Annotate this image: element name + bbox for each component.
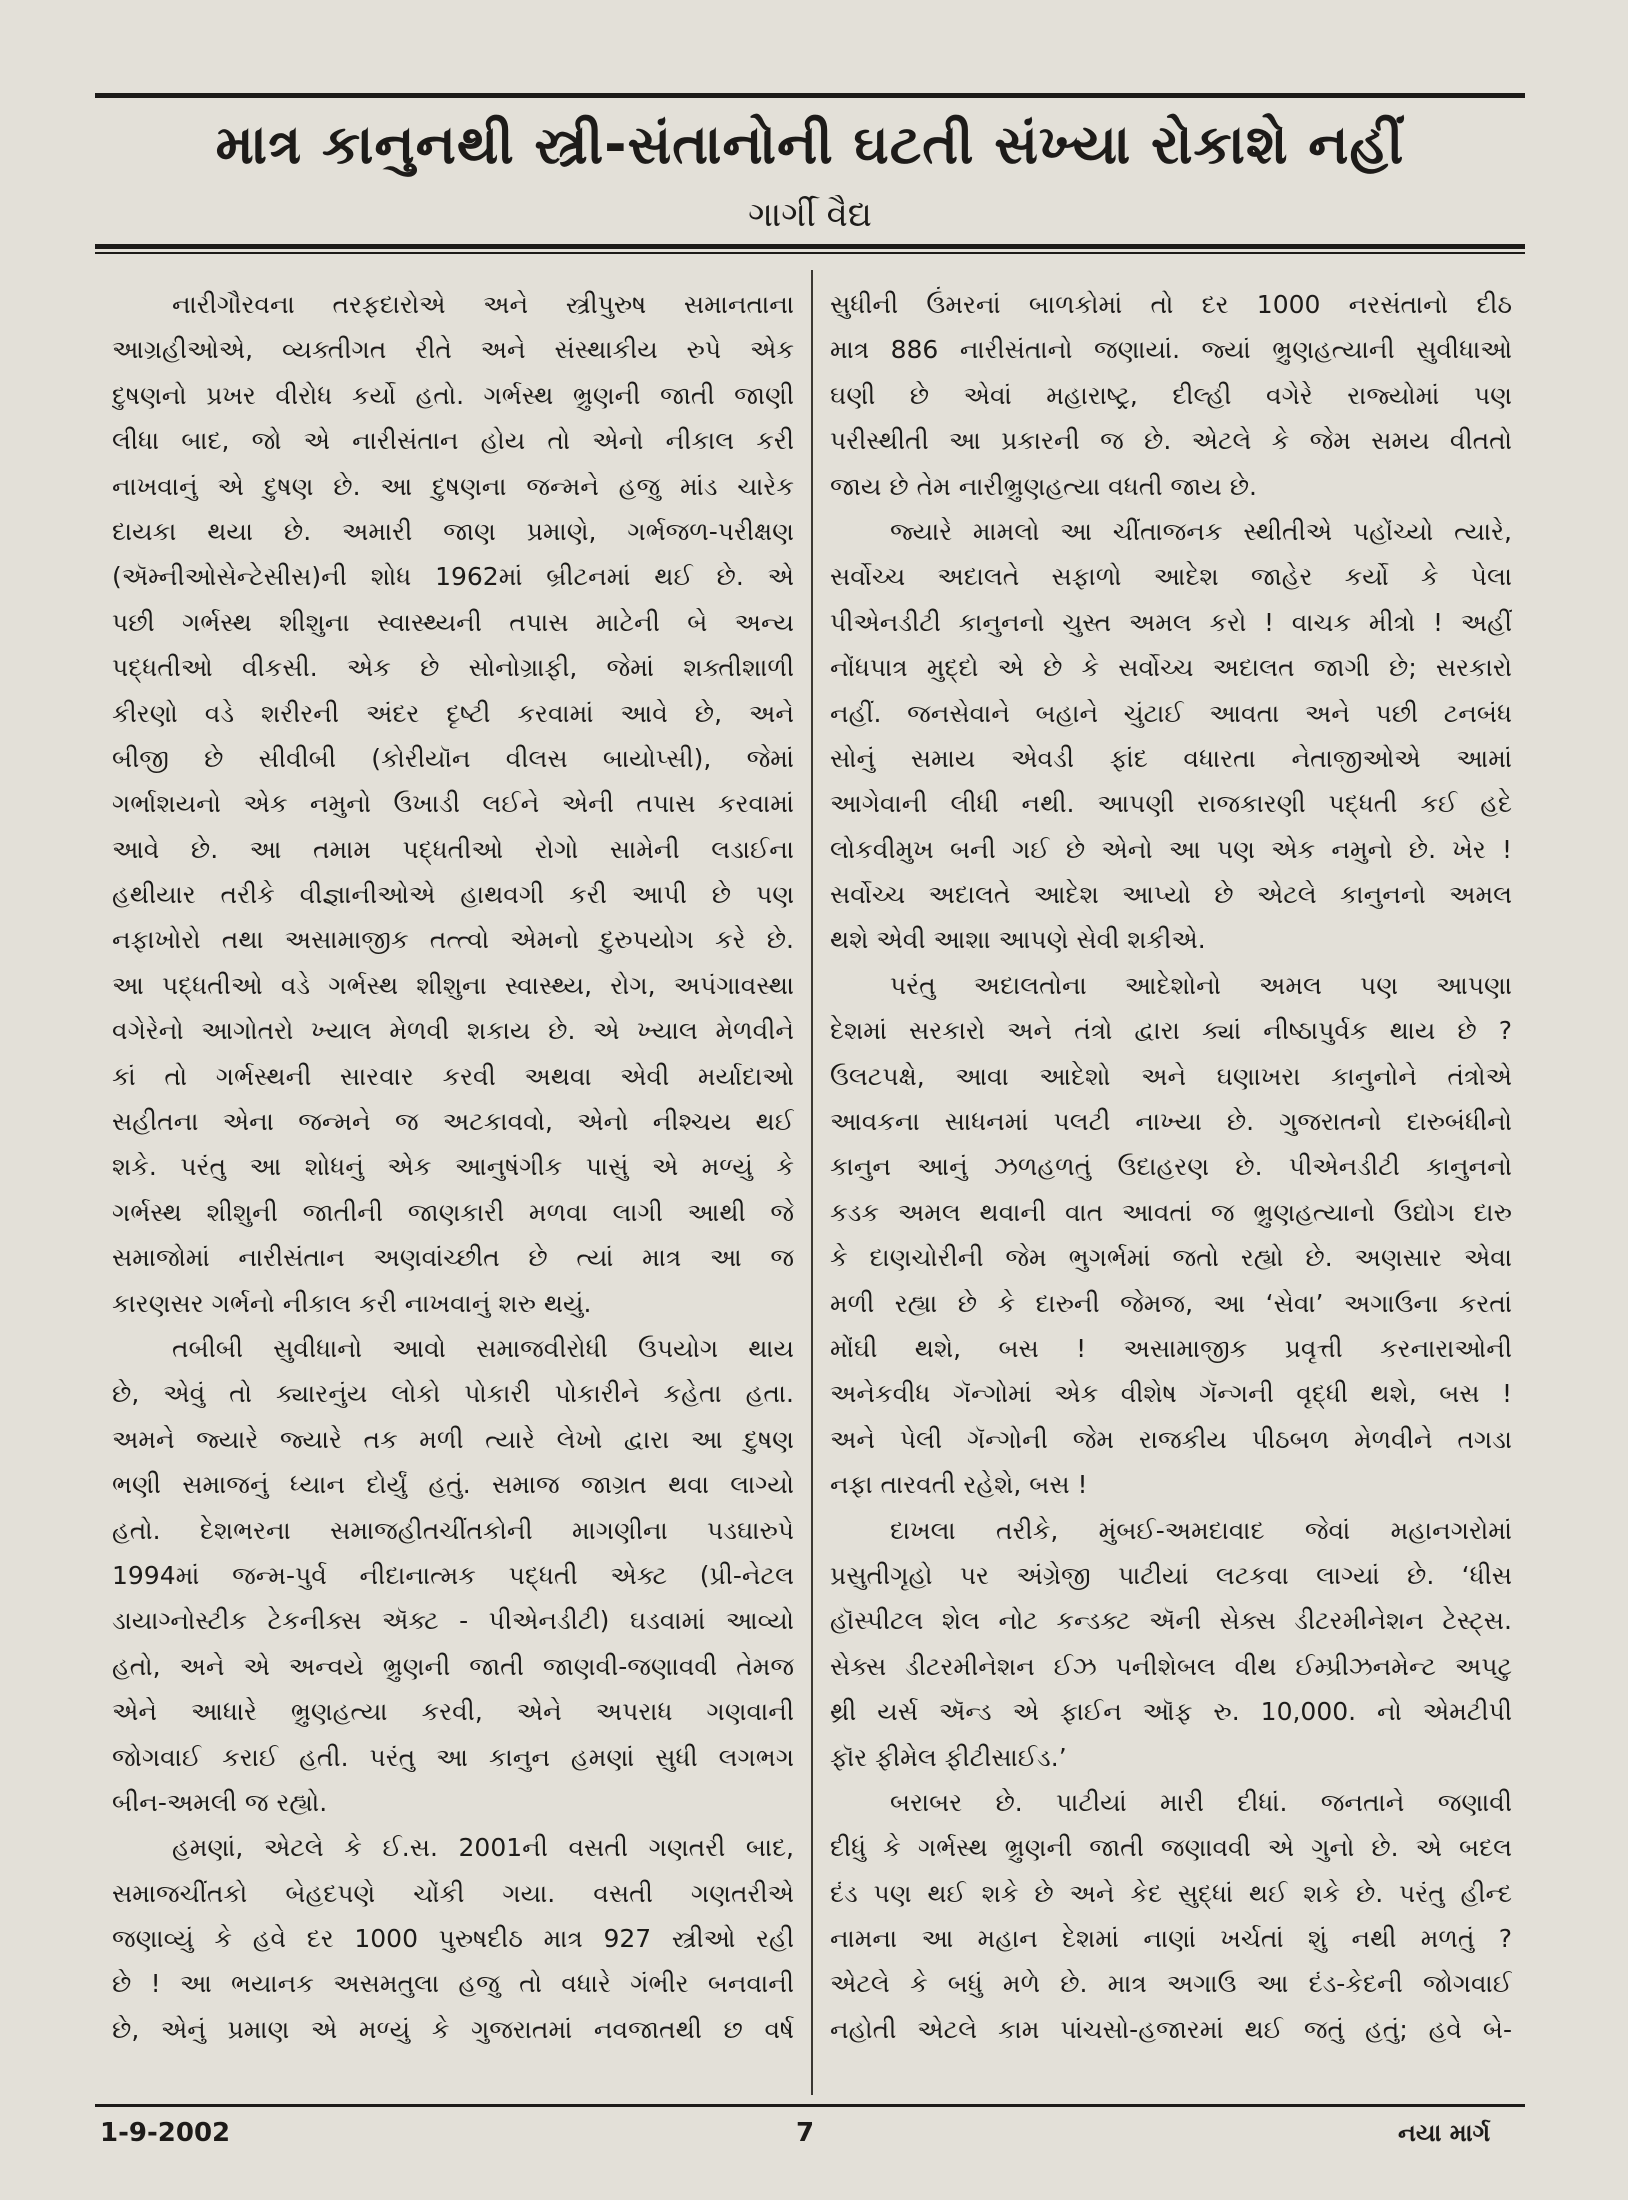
text-line: કારણસર ગર્ભનો નીકાલ કરી નાખવાનું શરુ થયું. [112,1288,592,1318]
text-line: લોકવીમુખ બની ગઈ છે એનો આ પણ એક નમુનો છે. ખેર ! [830,834,1512,864]
text-line: હથીયાર તરીકે વીજ્ઞાનીઓએ હાથવગી કરી આપી છે પણ [112,880,794,910]
author-byline: ગાર્ગી વૈદ્ય [748,195,872,235]
text-line: થ્રી યર્સ ઍન્ડ એ ફાઈન ઑફ રુ. 10,000. નો એમટીપી [830,1697,1512,1727]
text-line: પીએનડીટી કાનુનનો ચુસ્ત અમલ કરો ! વાચક મીત્રો ! અહીં [830,607,1512,637]
text-line: અમને જ્યારે જ્યારે તક મળી ત્યારે લેખો દ્વારા આ દુષણ [112,1424,794,1454]
text-line: સહીતના એના જન્મને જ અટકાવવો, એનો નીશ્ચય થઈ [112,1107,794,1137]
text-line: સેક્સ ડીટરમીનેશન ઈઝ પનીશેબલ વીથ ઈમ્પ્રીઝનમેન્ટ અપટુ [830,1651,1512,1681]
text-line: બીજી છે સીવીબી (કોરીયૉન વીલસ બાયોપ્સી), જેમાં [112,743,794,773]
text-line: હતો. દેશભરના સમાજહીતચીંતકોની માગણીના પડઘારુપે [112,1515,794,1545]
text-line: જાય છે તેમ નારીભ્રુણહત્યા વધતી જાય છે. [830,471,1258,501]
top-rule [95,93,1525,98]
text-line: મોંઘી થશે, બસ ! અસામાજીક પ્રવૃત્તી કરનારાઓની [830,1333,1512,1363]
text-line: લીધા બાદ, જો એ નારીસંતાન હોય તો એનો નીકાલ કરી [112,426,794,456]
text-line: બરાબર છે. પાટીયાં મારી દીધાં. જનતાને જણાવી [890,1787,1512,1817]
text-line: પછી ગર્ભસ્થ શીશુના સ્વાસ્થ્યની તપાસ માટેની બે અન્ય [112,607,794,637]
text-line: નારીગૌરવના તરફદારોએ અને સ્ત્રીપુરુષ સમાનતાના [172,290,794,319]
text-line: હતો, અને એ અન્વયે ભ્રુણની જાતી જાણવી-જણાવવી તેમજ [112,1651,794,1681]
text-line: સર્વોચ્ચ અદાલતે સફાળો આદેશ જાહેર કર્યો કે પેલા [830,562,1512,592]
text-line: સર્વોચ્ચ અદાલતે આદેશ આપ્યો છે એટલે કાનુનનો અમલ [830,880,1512,910]
text-line: પરીસ્થીતી આ પ્રકારની જ છે. એટલે કે જેમ સમય વીતતો [830,426,1512,456]
text-line: આવે છે. આ તમામ પદ્ધતીઓ રોગો સામેની લડાઈના [112,834,794,864]
text-line: મળી રહ્યા છે કે દારુની જેમજ, આ ‘સેવા’ અગાઉના કરતાં [830,1288,1512,1318]
text-line: કડક અમલ થવાની વાત આવતાં જ ભ્રુણહત્યાનો ઉદ્યોગ દારુ [830,1197,1512,1227]
text-line: દેશમાં સરકારો અને તંત્રો દ્વારા ક્યાં નીષ્ઠાપુર્વક થાય છે ? [830,1016,1512,1046]
text-line: ફૉર ફીમેલ ફીટીસાઈડ.’ [830,1742,1067,1772]
text-line: કાનુન આનું ઝળહળતું ઉદાહરણ છે. પીએનડીટી કાનુનનો [830,1152,1512,1182]
text-line: શકે. પરંતુ આ શોધનું એક આનુષંગીક પાસું એ મળ્યું કે [112,1152,794,1182]
column-divider [811,270,813,2095]
text-line: 1994માં જન્મ-પુર્વ નીદાનાત્મક પદ્ધતી એક્ટ (પ્રી-નેટલ [112,1560,794,1590]
text-line: નહીં. જનસેવાને બહાને ચુંટાઈ આવતા અને પછી ટનબંધ [830,698,1512,728]
text-line: છે ! આ ભયાનક અસમતુલા હજુ તો વધારે ગંભીર બનવાની [112,1969,794,1999]
text-line: વગેરેનો આગોતરો ખ્યાલ મેળવી શકાય છે. એ ખ્યાલ મેળવીને [112,1016,794,1046]
publication-name: નયા માર્ગ [1398,2119,1491,2147]
text-line: જણાવ્યું કે હવે દર 1000 પુરુષદીઠ માત્ર 927 સ્ત્રીઓ રહી [112,1924,794,1954]
text-line: નફા તારવતી રહેશે, બસ ! [830,1470,1088,1500]
text-line: નામના આ મહાન દેશમાં નાણાં ખર્ચતાં શું નથી મળતું ? [830,1924,1512,1954]
text-line: માત્ર 886 નારીસંતાનો જણાયાં. જ્યાં ભ્રુણહત્યાની સુવીધાઓ [830,335,1512,365]
text-line: દુષણનો પ્રખર વીરોધ કર્યો હતો. ગર્ભસ્થ ભ્રુણની જાતી જાણી [112,380,794,410]
text-line: અનેકવીધ ગૅન્ગોમાં એક વીશેષ ગૅન્ગની વૃદ્ધી થશે, બસ ! [830,1379,1512,1409]
text-line: નોંધપાત્ર મુદ્દો એ છે કે સર્વોચ્ચ અદાલત જાગી છે; સરકારો [830,653,1512,683]
text-line: દીધું કે ગર્ભસ્થ ભ્રુણની જાતી જણાવવી એ ગુનો છે. એ બદલ [830,1833,1512,1863]
text-line: કાં તો ગર્ભસ્થની સારવાર કરવી અથવા એવી મર્યાદાઓ [112,1061,794,1091]
text-line: જોગવાઈ કરાઈ હતી. પરંતુ આ કાનુન હમણાં સુધી લગભગ [112,1742,794,1772]
text-line: ગર્ભાશયનો એક નમુનો ઉખાડી લઈને એની તપાસ કરવામાં [112,789,794,819]
text-line: છે, એવું તો ક્યારનુંય લોકો પોકારી પોકારીને કહેતા હતા. [112,1379,794,1409]
text-line: ઘણી છે એવાં મહારાષ્ટ્ર, દીલ્હી વગેરે રાજ્યોમાં પણ [830,380,1512,410]
text-line: એટલે કે બધું મળે છે. માત્ર અગાઉ આ દંડ-કેદની જોગવાઈ [830,1969,1512,1999]
article-column-left [112,282,794,2092]
text-line: દાખલા તરીકે, મુંબઈ-અમદાવાદ જેવાં મહાનગરોમાં [890,1515,1512,1545]
text-line: (ઍમ્નીઓસેન્ટેસીસ)ની શોધ 1962માં બ્રીટનમાં થઈ છે. એ [112,562,794,592]
text-line: ડાયાગ્નોસ્ટીક ટેકનીક્સ ઍક્ટ - પીએનડીટી) ઘડવામાં આવ્યો [112,1606,794,1636]
text-line: સમાજોમાં નારીસંતાન અણવાંચ્છીત છે ત્યાં માત્ર આ જ [112,1243,794,1273]
text-line: આવકના સાધનમાં પલટી નાખ્યા છે. ગુજરાતનો દારુબંધીનો [830,1107,1512,1137]
text-line: દાયકા થયા છે. અમારી જાણ પ્રમાણે, ગર્ભજળ-પરીક્ષણ [112,516,794,546]
text-line: સુધીની ઉંમરનાં બાળકોમાં તો દર 1000 નરસંતાનો દીઠ [830,290,1512,319]
text-line: આ પદ્ધતીઓ વડે ગર્ભસ્થ શીશુના સ્વાસ્થ્ય, રોગ, અપંગાવસ્થા [112,970,794,1000]
text-line: દંડ પણ થઈ શકે છે અને કેદ સુદ્ધાં થઈ શકે છે. પરંતુ હીન્દ [830,1878,1512,1908]
text-line: ભણી સમાજનું ધ્યાન દોર્યું હતું. સમાજ જાગ્રત થવા લાગ્યો [112,1470,794,1500]
text-line: આગ્રહીઓએ, વ્યક્તીગત રીતે અને સંસ્થાકીય રુપે એક [112,335,794,365]
header-rule-thin [95,252,1525,254]
text-line: તબીબી સુવીધાનો આવો સમાજવીરોધી ઉપયોગ થાય [172,1333,794,1363]
text-line: આગેવાની લીધી નથી. આપણી રાજકારણી પદ્ધતી કઈ હદે [830,789,1512,819]
header-rule-thick [95,244,1525,249]
footer-rule [95,2104,1525,2107]
text-line: કે દાણચોરીની જેમ ભુગર્ભમાં જતો રહ્યો છે. અણસાર એવા [830,1243,1512,1273]
text-line: થશે એવી આશા આપણે સેવી શકીએ. [830,925,1206,955]
text-line: હૉસ્પીટલ શેલ નોટ કન્ડક્ટ ઍની સેક્સ ડીટરમીનેશન ટેસ્ટ્સ. [830,1606,1512,1636]
text-line: ઉલટપક્ષે, આવા આદેશો અને ઘણાખરા કાનુનોને તંત્રોએ [830,1061,1512,1091]
text-line: એને આધારે ભ્રુણહત્યા કરવી, એને અપરાધ ગણવાની [112,1697,794,1727]
text-line: નાખવાનું એ દુષણ છે. આ દુષણના જન્મને હજુ માંડ ચારેક [112,471,794,501]
text-line: પદ્ધતીઓ વીકસી. એક છે સોનોગ્રાફી, જેમાં શક્તીશાળી [112,653,794,683]
text-line: પરંતુ અદાલતોના આદેશોનો અમલ પણ આપણા [890,970,1512,1000]
text-line: નફાખોરો તથા અસામાજીક તત્ત્વો એમનો દુરુપયોગ કરે છે. [112,925,794,955]
article-column-right [830,282,1512,2092]
text-line: અને પેલી ગૅન્ગોની જેમ રાજકીય પીઠબળ મેળવીને તગડા [830,1424,1512,1454]
text-line: બીન-અમલી જ રહ્યો. [112,1787,328,1817]
issue-date: 1-9-2002 [100,2118,231,2148]
text-line: નહોતી એટલે કામ પાંચસો-હજારમાં થઈ જતું હતું; હવે બે- [830,2014,1512,2044]
text-line: સમાજચીંતકો બેહદપણે ચોંકી ગયા. વસતી ગણતરીએ [112,1878,794,1908]
page-number: 7 [796,2118,815,2148]
text-line: હમણાં, એટલે કે ઈ.સ. 2001ની વસતી ગણતરી બાદ, [172,1833,794,1863]
text-line: જ્યારે મામલો આ ચીંતાજનક સ્થીતીએ પહોંચ્યો ત્યારે, [890,516,1512,546]
text-line: સોનું સમાય એવડી ફાંદ વધારતા નેતાજીઓએ આમાં [830,743,1512,773]
text-line: ગર્ભસ્થ શીશુની જાતીની જાણકારી મળવા લાગી આથી જે [112,1197,794,1227]
text-line: કીરણો વડે શરીરની અંદર દૃષ્ટી કરવામાં આવે છે, અને [112,698,794,728]
article-headline: માત્ર કાનુનથી સ્ત્રી-સંતાનોની ઘટતી સંખ્યા રોકાશે નહીં [215,113,1405,176]
text-line: પ્રસુતીગૃહો પર અંગ્રેજી પાટીયાં લટકવા લાગ્યાં છે. ‘ધીસ [830,1560,1512,1590]
text-line: છે, એનું પ્રમાણ એ મળ્યું કે ગુજરાતમાં નવજાતથી છ વર્ષ [112,2014,794,2044]
